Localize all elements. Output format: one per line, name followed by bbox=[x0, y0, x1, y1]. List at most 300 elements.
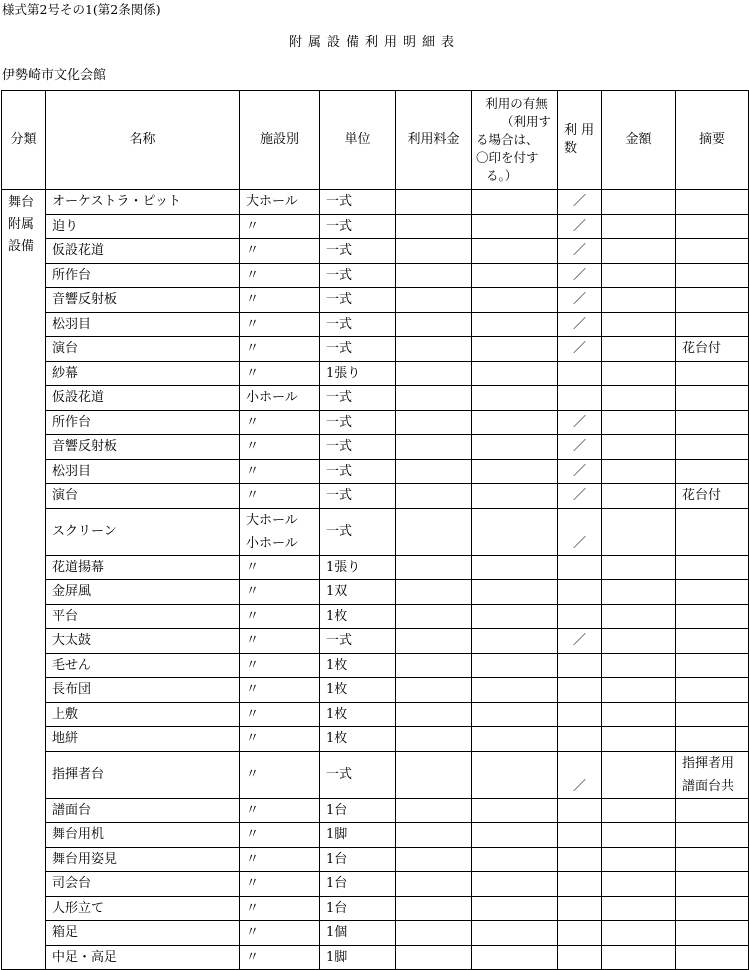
amount-cell bbox=[602, 580, 676, 605]
note-cell bbox=[676, 945, 749, 970]
table-row bbox=[2, 337, 749, 362]
facility-cell: 小ホール bbox=[240, 386, 320, 411]
amount-cell bbox=[602, 798, 676, 823]
unit-cell: 一式 bbox=[320, 629, 396, 654]
facility-line: 小ホール bbox=[246, 535, 298, 551]
usage-mark-cell bbox=[472, 288, 558, 313]
usage-mark-cell bbox=[472, 555, 558, 580]
item-name-cell: 人形立て bbox=[46, 896, 240, 921]
usage-mark-cell bbox=[472, 798, 558, 823]
item-name-cell: 平台 bbox=[46, 604, 240, 629]
amount-cell bbox=[602, 435, 676, 460]
venue-name: 伊勢崎市文化会館 bbox=[2, 68, 107, 83]
note-cell bbox=[676, 263, 749, 288]
usage-mark-cell bbox=[472, 945, 558, 970]
item-name-cell: 所作台 bbox=[46, 263, 240, 288]
item-name-cell: 譜面台 bbox=[46, 798, 240, 823]
amount-cell bbox=[602, 288, 676, 313]
note-cell bbox=[676, 896, 749, 921]
note-cell bbox=[676, 823, 749, 848]
usage-count-cell bbox=[558, 945, 602, 970]
table-row bbox=[2, 604, 749, 629]
count-header-line: 利 用 bbox=[564, 123, 595, 138]
facility-cell: 〃 bbox=[240, 214, 320, 239]
fee-cell bbox=[396, 239, 472, 264]
amount-cell bbox=[602, 555, 676, 580]
usage-count-cell bbox=[558, 604, 602, 629]
usage-mark-cell bbox=[472, 580, 558, 605]
usage-mark-cell bbox=[472, 312, 558, 337]
note-cell bbox=[676, 555, 749, 580]
category-label-line: 舞台 bbox=[8, 195, 35, 210]
usage-mark-cell bbox=[472, 921, 558, 946]
facility-cell: 〃 bbox=[240, 459, 320, 484]
slash-mark: ／ bbox=[572, 218, 586, 234]
facility-cell: 〃 bbox=[240, 896, 320, 921]
usage-mark-cell bbox=[472, 751, 558, 798]
unit-cell: 一式 bbox=[320, 190, 396, 215]
facility-cell: 〃 bbox=[240, 263, 320, 288]
amount-cell bbox=[602, 921, 676, 946]
col-header-amount: 金額 bbox=[602, 91, 676, 190]
note-cell bbox=[676, 435, 749, 460]
unit-cell: 一式 bbox=[320, 484, 396, 509]
amount-cell bbox=[602, 727, 676, 752]
item-name-cell: 箱足 bbox=[46, 921, 240, 946]
note-cell bbox=[676, 727, 749, 752]
unit-cell: 1双 bbox=[320, 580, 396, 605]
facility-cell: 〃 bbox=[240, 653, 320, 678]
table-row bbox=[2, 435, 749, 460]
item-name-cell: 司会台 bbox=[46, 872, 240, 897]
table-row bbox=[2, 727, 749, 752]
usage-mark-cell bbox=[472, 702, 558, 727]
amount-cell bbox=[602, 484, 676, 509]
fee-cell bbox=[396, 337, 472, 362]
table-row bbox=[2, 751, 749, 798]
table-row bbox=[2, 263, 749, 288]
table-row bbox=[2, 361, 749, 386]
table-row bbox=[2, 459, 749, 484]
usage-count-cell bbox=[558, 921, 602, 946]
usage-mark-cell bbox=[472, 239, 558, 264]
table-row bbox=[2, 896, 749, 921]
usage-mark-cell bbox=[472, 508, 558, 555]
form-label: 様式第2号その1(第2条関係) bbox=[2, 2, 161, 17]
table-row bbox=[2, 288, 749, 313]
amount-cell bbox=[602, 653, 676, 678]
col-header-fee: 利用料金 bbox=[396, 91, 472, 190]
amount-cell bbox=[602, 410, 676, 435]
unit-cell: 1台 bbox=[320, 896, 396, 921]
item-name-cell: 長布団 bbox=[46, 678, 240, 703]
amount-cell bbox=[602, 945, 676, 970]
usage-count-cell bbox=[558, 555, 602, 580]
col-header-count bbox=[558, 91, 602, 190]
facility-cell: 〃 bbox=[240, 751, 320, 798]
amount-cell bbox=[602, 678, 676, 703]
facility-line: 大ホール bbox=[246, 512, 298, 528]
fee-cell bbox=[396, 629, 472, 654]
item-name-cell: 地絣 bbox=[46, 727, 240, 752]
facility-cell: 〃 bbox=[240, 823, 320, 848]
usage-count-cell bbox=[558, 435, 602, 460]
facility-cell: 〃 bbox=[240, 727, 320, 752]
amount-cell bbox=[602, 823, 676, 848]
note-cell bbox=[676, 386, 749, 411]
slash-mark: ／ bbox=[572, 488, 586, 504]
amount-cell bbox=[602, 239, 676, 264]
fee-cell bbox=[396, 435, 472, 460]
fee-cell bbox=[396, 678, 472, 703]
fee-cell bbox=[396, 798, 472, 823]
usage-count-cell bbox=[558, 823, 602, 848]
table-row bbox=[2, 921, 749, 946]
fee-cell bbox=[396, 847, 472, 872]
usage-count-cell bbox=[558, 288, 602, 313]
usage-mark-cell bbox=[472, 823, 558, 848]
item-name-cell: 毛せん bbox=[46, 653, 240, 678]
item-name-cell: 花道揚幕 bbox=[46, 555, 240, 580]
unit-cell: 1枚 bbox=[320, 678, 396, 703]
usage-mark-cell bbox=[472, 386, 558, 411]
note-cell: 花台付 bbox=[676, 484, 749, 509]
table-row bbox=[2, 945, 749, 970]
fee-cell bbox=[396, 872, 472, 897]
fee-cell bbox=[396, 702, 472, 727]
usage-mark-cell bbox=[472, 896, 558, 921]
table-row bbox=[2, 629, 749, 654]
note-cell bbox=[676, 239, 749, 264]
table-row bbox=[2, 190, 749, 215]
facility-cell: 〃 bbox=[240, 678, 320, 703]
amount-cell bbox=[602, 872, 676, 897]
table-row bbox=[2, 580, 749, 605]
usage-mark-cell bbox=[472, 435, 558, 460]
fee-cell bbox=[396, 288, 472, 313]
note-cell bbox=[676, 872, 749, 897]
table-row bbox=[2, 872, 749, 897]
unit-cell: 1脚 bbox=[320, 945, 396, 970]
slash-mark: ／ bbox=[572, 439, 586, 455]
usage-count-cell bbox=[558, 798, 602, 823]
note-cell bbox=[676, 798, 749, 823]
item-name-cell: スクリーン bbox=[46, 508, 240, 555]
unit-cell: 1張り bbox=[320, 555, 396, 580]
note-cell: 花台付 bbox=[676, 337, 749, 362]
amount-cell bbox=[602, 629, 676, 654]
usage-count-cell bbox=[558, 263, 602, 288]
slash-mark: ／ bbox=[572, 414, 586, 430]
unit-cell: 一式 bbox=[320, 214, 396, 239]
note-cell bbox=[676, 190, 749, 215]
facility-cell: 〃 bbox=[240, 847, 320, 872]
note-cell bbox=[676, 678, 749, 703]
usage-mark-cell bbox=[472, 410, 558, 435]
note-cell bbox=[676, 361, 749, 386]
table-row bbox=[2, 823, 749, 848]
unit-cell: 一式 bbox=[320, 751, 396, 798]
fee-cell bbox=[396, 604, 472, 629]
note-cell bbox=[676, 751, 749, 798]
unit-cell: 1張り bbox=[320, 361, 396, 386]
amount-cell bbox=[602, 190, 676, 215]
note-line: 譜面台共 bbox=[682, 778, 735, 794]
category-label-line: 附属 bbox=[8, 217, 35, 232]
usage-count-cell bbox=[558, 190, 602, 215]
table-row bbox=[2, 653, 749, 678]
usage-header-line: る。） bbox=[486, 168, 518, 183]
fee-cell bbox=[396, 580, 472, 605]
item-name-cell: 舞台用姿見 bbox=[46, 847, 240, 872]
item-name-cell: 舞台用机 bbox=[46, 823, 240, 848]
table-row bbox=[2, 678, 749, 703]
unit-cell: 1枚 bbox=[320, 653, 396, 678]
fee-cell bbox=[396, 751, 472, 798]
usage-count-cell bbox=[558, 484, 602, 509]
usage-count-cell bbox=[558, 410, 602, 435]
usage-mark-cell bbox=[472, 484, 558, 509]
unit-cell: 1個 bbox=[320, 921, 396, 946]
usage-mark-cell bbox=[472, 678, 558, 703]
fee-cell bbox=[396, 945, 472, 970]
table-row bbox=[2, 386, 749, 411]
unit-cell: 一式 bbox=[320, 312, 396, 337]
item-name-cell: 所作台 bbox=[46, 410, 240, 435]
usage-mark-cell bbox=[472, 653, 558, 678]
amount-cell bbox=[602, 263, 676, 288]
fee-cell bbox=[396, 896, 472, 921]
unit-cell: 一式 bbox=[320, 410, 396, 435]
unit-cell: 1枚 bbox=[320, 702, 396, 727]
item-name-cell: 中足・高足 bbox=[46, 945, 240, 970]
table-row bbox=[2, 214, 749, 239]
table-row bbox=[2, 847, 749, 872]
table-row bbox=[2, 410, 749, 435]
unit-cell: 一式 bbox=[320, 239, 396, 264]
slash-mark: ／ bbox=[572, 292, 586, 308]
amount-cell bbox=[602, 896, 676, 921]
note-cell bbox=[676, 702, 749, 727]
fee-cell bbox=[396, 190, 472, 215]
slash-mark: ／ bbox=[572, 194, 586, 210]
usage-count-cell bbox=[558, 678, 602, 703]
table-row bbox=[2, 702, 749, 727]
usage-count-cell bbox=[558, 386, 602, 411]
table-row bbox=[2, 239, 749, 264]
table-row bbox=[2, 312, 749, 337]
facility-cell: 〃 bbox=[240, 580, 320, 605]
facility-cell: 〃 bbox=[240, 435, 320, 460]
usage-count-cell bbox=[558, 312, 602, 337]
slash-mark: ／ bbox=[572, 633, 586, 649]
usage-mark-cell bbox=[472, 459, 558, 484]
fee-cell bbox=[396, 823, 472, 848]
amount-cell bbox=[602, 702, 676, 727]
note-cell bbox=[676, 653, 749, 678]
fee-cell bbox=[396, 484, 472, 509]
fee-cell bbox=[396, 653, 472, 678]
unit-cell: 1脚 bbox=[320, 823, 396, 848]
col-header-name: 名称 bbox=[46, 91, 240, 190]
usage-mark-cell bbox=[472, 214, 558, 239]
facility-cell: 大ホール bbox=[240, 190, 320, 215]
col-header-facility: 施設別 bbox=[240, 91, 320, 190]
usage-count-cell bbox=[558, 896, 602, 921]
fee-cell bbox=[396, 459, 472, 484]
note-cell bbox=[676, 508, 749, 555]
usage-count-cell bbox=[558, 214, 602, 239]
item-name-cell: 大太鼓 bbox=[46, 629, 240, 654]
amount-cell bbox=[602, 214, 676, 239]
unit-cell: 1台 bbox=[320, 798, 396, 823]
usage-mark-cell bbox=[472, 629, 558, 654]
amount-cell bbox=[602, 386, 676, 411]
usage-count-cell bbox=[558, 580, 602, 605]
count-header-line: 数 bbox=[564, 141, 578, 156]
unit-cell: 一式 bbox=[320, 337, 396, 362]
facility-cell: 〃 bbox=[240, 945, 320, 970]
amount-cell bbox=[602, 312, 676, 337]
note-cell bbox=[676, 312, 749, 337]
usage-mark-cell bbox=[472, 190, 558, 215]
usage-count-cell bbox=[558, 727, 602, 752]
slash-mark: ／ bbox=[572, 778, 586, 794]
facility-cell: 〃 bbox=[240, 361, 320, 386]
amount-cell bbox=[602, 459, 676, 484]
facility-cell: 〃 bbox=[240, 288, 320, 313]
category-cell bbox=[2, 190, 46, 970]
usage-count-cell bbox=[558, 872, 602, 897]
unit-cell: 一式 bbox=[320, 459, 396, 484]
item-name-cell: 松羽目 bbox=[46, 312, 240, 337]
amount-cell bbox=[602, 751, 676, 798]
note-cell bbox=[676, 580, 749, 605]
fee-cell bbox=[396, 921, 472, 946]
usage-count-cell bbox=[558, 847, 602, 872]
note-line: 指揮者用 bbox=[682, 755, 735, 771]
usage-count-cell bbox=[558, 629, 602, 654]
fee-cell bbox=[396, 214, 472, 239]
amount-cell bbox=[602, 508, 676, 555]
item-name-cell: 指揮者台 bbox=[46, 751, 240, 798]
amount-cell bbox=[602, 361, 676, 386]
unit-cell: 一式 bbox=[320, 263, 396, 288]
item-name-cell: 金屏風 bbox=[46, 580, 240, 605]
item-name-cell: 仮設花道 bbox=[46, 239, 240, 264]
fee-cell bbox=[396, 386, 472, 411]
table-row bbox=[2, 484, 749, 509]
note-cell bbox=[676, 214, 749, 239]
usage-count-cell bbox=[558, 361, 602, 386]
facility-cell: 〃 bbox=[240, 872, 320, 897]
item-name-cell: 演台 bbox=[46, 484, 240, 509]
category-label-line: 設備 bbox=[8, 239, 35, 254]
note-cell bbox=[676, 288, 749, 313]
slash-mark: ／ bbox=[572, 267, 586, 283]
usage-mark-cell bbox=[472, 361, 558, 386]
usage-count-cell bbox=[558, 751, 602, 798]
col-header-note: 摘要 bbox=[676, 91, 749, 190]
unit-cell: 一式 bbox=[320, 288, 396, 313]
slash-mark: ／ bbox=[572, 316, 586, 332]
usage-mark-cell bbox=[472, 263, 558, 288]
unit-cell: 一式 bbox=[320, 386, 396, 411]
facility-cell: 〃 bbox=[240, 337, 320, 362]
unit-cell: 一式 bbox=[320, 435, 396, 460]
fee-cell bbox=[396, 312, 472, 337]
unit-cell: 1台 bbox=[320, 847, 396, 872]
usage-mark-cell bbox=[472, 847, 558, 872]
facility-cell: 〃 bbox=[240, 484, 320, 509]
item-name-cell: 仮設花道 bbox=[46, 386, 240, 411]
facility-cell: 〃 bbox=[240, 629, 320, 654]
usage-header-line: （利用す bbox=[500, 114, 551, 129]
item-name-cell: 演台 bbox=[46, 337, 240, 362]
slash-mark: ／ bbox=[572, 243, 586, 259]
item-name-cell: 音響反射板 bbox=[46, 435, 240, 460]
facility-cell: 〃 bbox=[240, 239, 320, 264]
slash-mark: ／ bbox=[572, 463, 586, 479]
fee-cell bbox=[396, 727, 472, 752]
item-name-cell: 松羽目 bbox=[46, 459, 240, 484]
usage-mark-cell bbox=[472, 337, 558, 362]
table-row bbox=[2, 508, 749, 555]
facility-cell: 〃 bbox=[240, 312, 320, 337]
usage-count-cell bbox=[558, 653, 602, 678]
facility-cell: 〃 bbox=[240, 798, 320, 823]
note-cell bbox=[676, 847, 749, 872]
col-header-category: 分類 bbox=[2, 91, 46, 190]
item-name-cell: 迫り bbox=[46, 214, 240, 239]
usage-mark-cell bbox=[472, 727, 558, 752]
facility-cell: 〃 bbox=[240, 921, 320, 946]
item-name-cell: 音響反射板 bbox=[46, 288, 240, 313]
facility-cell: 〃 bbox=[240, 702, 320, 727]
equipment-usage-table bbox=[1, 90, 749, 970]
fee-cell bbox=[396, 555, 472, 580]
item-name-cell: オーケストラ・ピット bbox=[46, 190, 240, 215]
unit-cell: 一式 bbox=[320, 508, 396, 555]
unit-cell: 1枚 bbox=[320, 604, 396, 629]
amount-cell bbox=[602, 604, 676, 629]
unit-cell: 1枚 bbox=[320, 727, 396, 752]
usage-mark-cell bbox=[472, 604, 558, 629]
note-cell bbox=[676, 921, 749, 946]
note-cell bbox=[676, 604, 749, 629]
amount-cell bbox=[602, 847, 676, 872]
facility-cell: 〃 bbox=[240, 410, 320, 435]
usage-count-cell bbox=[558, 239, 602, 264]
usage-count-cell bbox=[558, 459, 602, 484]
note-cell bbox=[676, 459, 749, 484]
table-header-row bbox=[2, 91, 749, 190]
col-header-unit: 単位 bbox=[320, 91, 396, 190]
fee-cell bbox=[396, 263, 472, 288]
table-body bbox=[2, 190, 749, 970]
slash-mark: ／ bbox=[572, 535, 586, 551]
usage-count-cell bbox=[558, 702, 602, 727]
slash-mark: ／ bbox=[572, 341, 586, 357]
amount-cell bbox=[602, 337, 676, 362]
usage-header-line: 利用の有無 bbox=[485, 96, 548, 111]
item-name-cell: 紗幕 bbox=[46, 361, 240, 386]
table-row bbox=[2, 555, 749, 580]
fee-cell bbox=[396, 410, 472, 435]
note-cell bbox=[676, 629, 749, 654]
unit-cell: 1台 bbox=[320, 872, 396, 897]
usage-count-cell bbox=[558, 508, 602, 555]
